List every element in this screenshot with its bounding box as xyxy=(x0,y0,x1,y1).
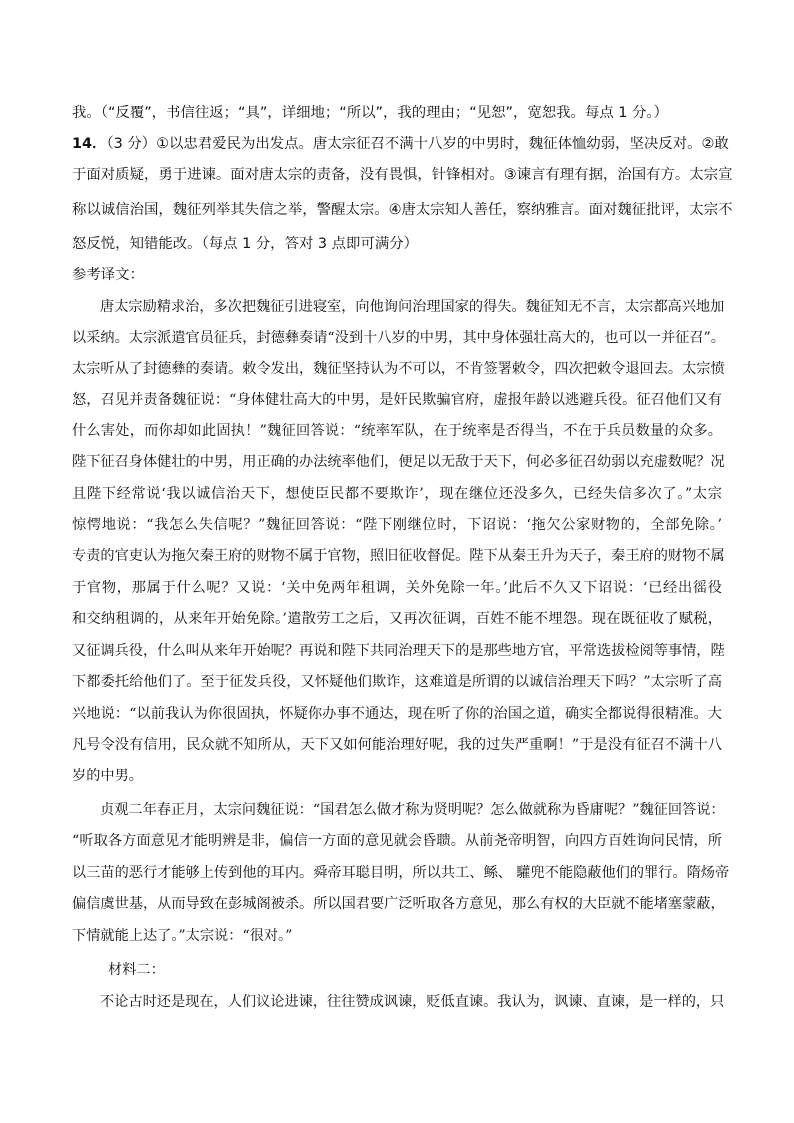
translation-p1-line: 专责的官吏认为拖欠秦王府的财物不属于官物，照旧征收督促。陛下从秦王升为天子，秦王府的财物不属 xyxy=(72,548,725,564)
material-line: 不论古时还是现在，人们议论进谏，往往赞成讽谏，贬低直谏。我认为，讽谏、直谏，是一样的，只 xyxy=(100,994,725,1010)
question-14-line-4: 怒反悦，知错能改。（每点 1 分，答对 3 点即可满分） xyxy=(72,236,419,252)
translation-p1-line: 唐太宗励精求治，多次把魏征引进寝室，向他询问治理国家的得失。魏征知无不言，太宗都高兴地加 xyxy=(100,299,725,315)
translation-p1-line: 以采纳。太宗派遣官员征兵，封德彝奏请“没到十八岁的中男，其中身体强壮高大的，也可以一并征召”。 xyxy=(72,330,725,346)
translation-p2-line: “听取各方面意见才能明辨是非，偏信一方面的意见就会昏聩。从前尧帝明智，向四方百姓询问民情，所 xyxy=(72,833,722,849)
translation-p1-line: 和交纳租调的，从来年开始免除。’遣散劳工之后，又再次征调，百姓不能不埋怨。现在既征收了赋税， xyxy=(72,611,722,627)
translation-p1-line: 于官物，那属于什么呢？又说：‘关中免两年租调，关外免除一年。’此后不久又下诏说：‘已经出徭役 xyxy=(72,580,722,596)
translation-p2-line: 下情就能上达了。”太宗说：“很对。” xyxy=(72,928,293,944)
translation-p1-line: 怒，召见并责备魏征说：“身体健壮高大的中男，是奸民欺骗官府，虚报年龄以逃避兵役。征召他们又有 xyxy=(72,392,722,408)
question-14-number: 14． xyxy=(72,136,107,152)
translation-p2-line: 以三苗的恶行才能够上传到他的耳内。舜帝耳聪目明，所以共工、鲧、 驩兜不能隐蔽他们的罪行。隋炀帝 xyxy=(72,865,730,881)
translation-p1-line: 陛下征召身体健壮的中男，用正确的办法统率他们，便足以无敌于天下，何必多征召幼弱以充虚数呢？况 xyxy=(72,454,725,470)
answer-line-prev: 我。（“反覆”，书信往返；“具”，详细地；“所以”，我的理由；“见恕”，宽恕我。每点 1 分。） xyxy=(72,105,669,121)
translation-p1-line: 惊愕地说：“我怎么失信呢？”魏征回答说：“陛下刚继位时，下诏说：‘拖欠公家财物的，全部免除。’ xyxy=(72,517,722,533)
question-14-line-2: 于面对质疑，勇于进谏。面对唐太宗的责备，没有畏惧，针锋相对。③谏言有理有据，治国有方。太宗宣 xyxy=(72,167,733,183)
translation-p1-line: 且陛下经常说‘我以诚信治天下，想使臣民都不要欺诈’，现在继位还没多久，已经失信多次了。”太宗 xyxy=(72,486,722,502)
question-14-text-1: （3 分）①以忠君爱民为出发点。唐太宗征召不满十八岁的中男时，魏征体恤幼弱，坚决反对。②敢 xyxy=(106,136,729,152)
translation-p1-line: 什么害处，而你却如此固执！”魏征回答说：“统率军队，在于统率是否得当，不在于兵员数量的众多。 xyxy=(72,423,722,439)
translation-p1-line: 凡号令没有信用，民众就不知所从，天下又如何能治理好呢，我的过失严重啊！”于是没有征召不满十八 xyxy=(72,737,722,753)
translation-p1-line: 又征调兵役，什么叫从来年开始呢？再说和陛下共同治理天下的是那些地方官，平常选拔检阅等事情，陛 xyxy=(72,643,725,659)
translation-p1-line: 兴地说：“以前我认为你很固执，怀疑你办事不通达，现在听了你的治国之道，确实全都说得很精准。大 xyxy=(72,706,722,722)
translation-p2-line: 贞观二年春正月，太宗问魏征说：“国君怎么做才称为贤明呢？怎么做就称为昏庸呢？”魏征回答说： xyxy=(100,802,725,818)
material-heading: 材料二： xyxy=(108,962,165,978)
reference-heading: 参考译文： xyxy=(72,267,144,283)
question-14-line-3: 称以诚信治国，魏征列举其失信之举，警醒太宗。④唐太宗知人善任，察纳雅言。面对魏征批评，太宗不 xyxy=(72,202,733,218)
translation-p1-line: 太宗听从了封德彝的奏请。敕令发出，魏征坚持认为不可以，不肯签署敕令，四次把敕令退回去。太宗愤 xyxy=(72,361,725,377)
question-14-line-1 xyxy=(72,132,729,153)
translation-p1-line: 岁的中男。 xyxy=(72,768,143,784)
translation-p1-line: 下都委托给他们了。至于征发兵役，又怀疑他们欺诈，这难道是所谓的以诚信治理天下吗？”太宗听了高 xyxy=(72,674,722,690)
translation-p2-line: 偏信虞世基，从而导致在彭城阁被杀。所以国君要广泛听取各方意见，那么有权的大臣就不能堵塞蒙蔽， xyxy=(72,896,725,912)
